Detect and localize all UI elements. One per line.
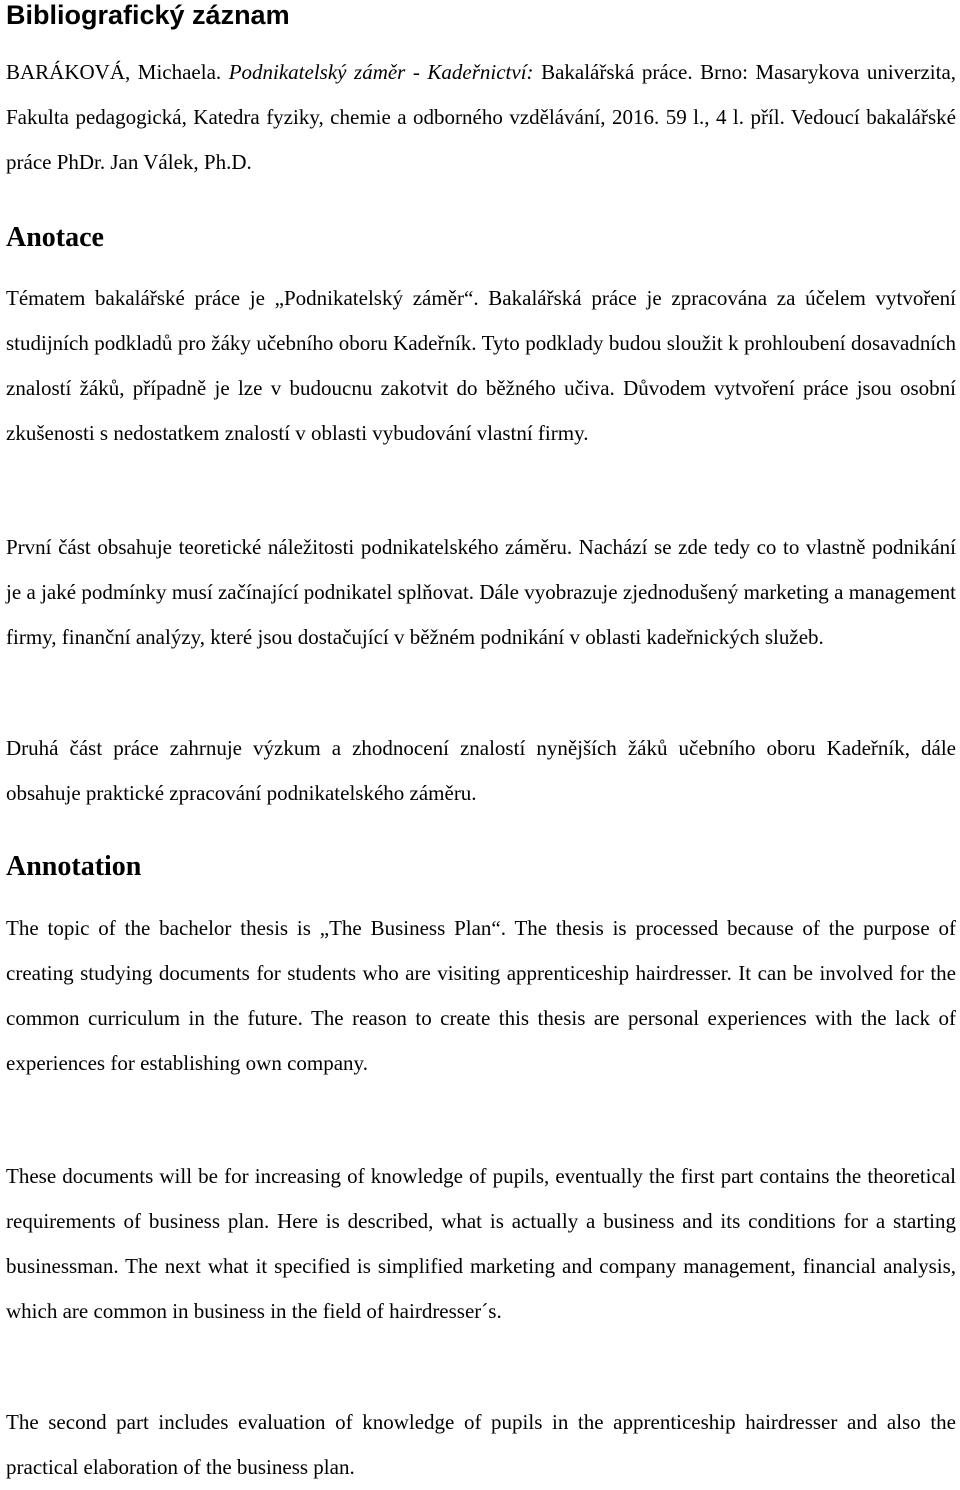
anotace-paragraph-2: První část obsahuje teoretické náležitosti podnikatelského záměru. Nachází se zde tedy co to vlastně podnikání je a jaké podmínky musí začínající podnikatel splňovat. Dále vyobrazuje zjednodušený marketing a management firmy, finanční analýzy, které jsou dostačující v běžném podnikání v oblasti kadeřnických služeb. xyxy=(6,535,956,649)
anotace-paragraph-3: Druhá část práce zahrnuje výzkum a zhodnocení znalostí nynějších žáků učebního oboru Kadeřník, dále obsahuje praktické zpracování podnikatelského záměru. xyxy=(6,736,956,805)
bibliographic-record xyxy=(6,50,956,185)
anotace-paragraph-1: Tématem bakalářské práce je „Podnikatelský záměr“. Bakalářská práce je zpracována za účelem vytvoření studijních podkladů pro žáky učebního oboru Kadeřník. Tyto podklady budou sloužit k prohloubení dosavadních znalostí žáků, případně je lze v budoucnu zakotvit do běžného učiva. Důvodem vytvoření práce jsou osobní zkušenosti s nedostatkem znalostí v oblasti vybudování vlastní firmy. xyxy=(6,286,956,445)
bib-authors: BARÁKOVÁ, Michaela. xyxy=(6,60,222,84)
page-title: Bibliografický záznam xyxy=(6,0,290,30)
section-heading-anotace: Anotace xyxy=(6,222,104,253)
annotation-paragraph-2: These documents will be for increasing of knowledge of pupils, eventually the first part contains the theoretical requirements of business plan. Here is described, what is actually a business and its conditions for a starting businessman. The next what it specified is simplified marketing and company management, financial analysis, which are common in business in the field of hairdresser´s. xyxy=(6,1164,956,1323)
annotation-paragraph-3: The second part includes evaluation of knowledge of pupils in the apprenticeship hairdresser and also the practical elaboration of the business plan. xyxy=(6,1410,956,1479)
bib-details: Bakalářská práce. Brno: Masarykova univerzita, Fakulta pedagogická, Katedra fyziky, chemie a odborného vzdělávání, 2016. 59 l., 4 l. příl. Vedoucí bakalářské práce PhDr. Jan Válek, Ph.D. xyxy=(6,60,957,174)
bib-title: Podnikatelský záměr - Kadeřnictví: xyxy=(228,60,534,84)
section-heading-annotation: Annotation xyxy=(6,851,142,882)
annotation-paragraph-1: The topic of the bachelor thesis is „The Business Plan“. The thesis is processed because of the purpose of creating studying documents for students who are visiting apprenticeship hairdresser. It can be involved for the common curriculum in the future. The reason to create this thesis are personal experiences with the lack of experiences for establishing own company. xyxy=(6,916,956,1075)
